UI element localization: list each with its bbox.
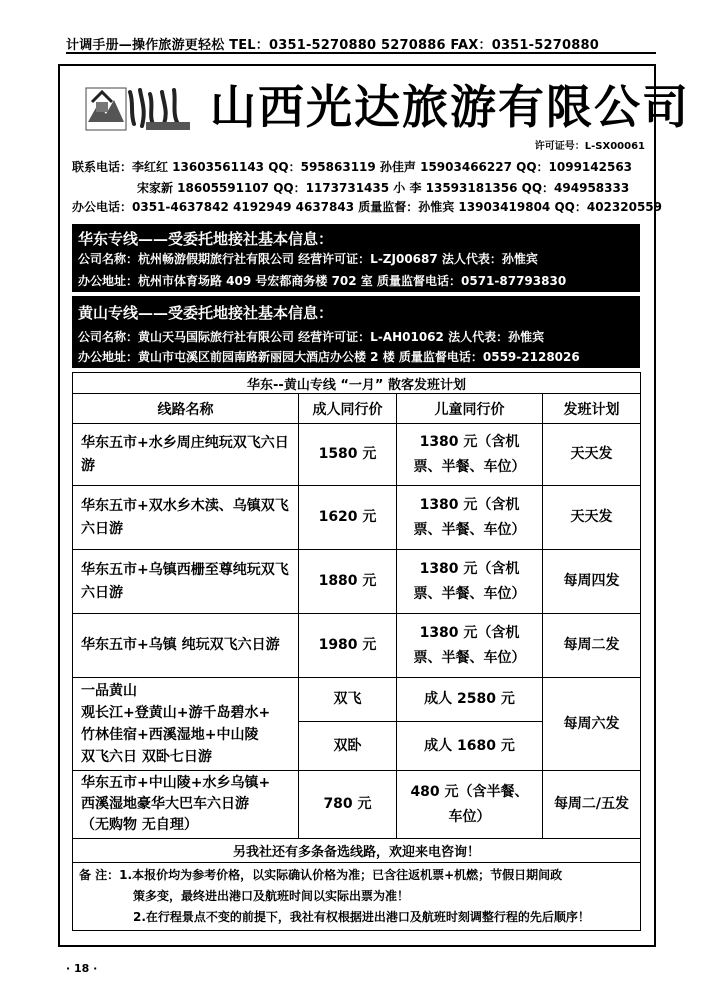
huadong-company: 公司名称：杭州畅游假期旅行社有限公司 经营许可证：L-ZJ00687 法人代表：孙惟宾 — [78, 252, 538, 266]
schedule-plan: 每周二/五发 — [543, 771, 641, 839]
header-schedule: 发班计划 — [543, 394, 641, 424]
adult-price: 780 元 — [299, 771, 397, 839]
schedule-table — [72, 372, 641, 931]
table-row — [73, 550, 641, 614]
adult-price: 成人 1680 元 — [397, 722, 543, 771]
route-line: 双飞六日 双卧七日游 — [81, 749, 212, 765]
child-price: 1380 元（含机票、半餐、车位） — [397, 614, 543, 678]
route-name: 华东五市+水乡周庄纯玩双飞六日游 — [73, 424, 299, 486]
route-line: 竹林佳宿+西溪湿地+中山陵 — [81, 727, 259, 743]
remark-2: 2.在行程景点不变的前提下，我社有权根据进出港口及航班时刻调整行程的先后顺序！ — [133, 910, 590, 924]
travel-mode: 双飞 — [299, 678, 397, 722]
child-price: 480 元（含半餐、车位） — [397, 771, 543, 839]
route-line: 西溪湿地豪华大巴车六日游 — [81, 796, 249, 812]
contact-line-3: 办公电话：0351-4637842 4192949 4637843 质量监督：孙惟宾 13903419804 QQ：402320559 — [72, 200, 663, 214]
schedule-plan: 每周二发 — [543, 614, 641, 678]
table-title-row — [73, 373, 641, 394]
header-underline — [66, 52, 656, 54]
table-row — [73, 771, 641, 839]
contact-line-2: 宋家新 18605591107 QQ：1173731435 小 李 13593181356 QQ：494958333 — [137, 181, 630, 195]
huadong-info-bar — [72, 224, 640, 292]
adult-price: 1620 元 — [299, 486, 397, 550]
remark-1a: 备 注：1.本报价均为参考价格，以实际确认价格为准；已含往返机票+机燃；节假日期间政 — [79, 868, 563, 882]
adult-price: 成人 2580 元 — [397, 678, 543, 722]
remarks — [73, 863, 641, 931]
header-bar — [66, 34, 656, 54]
child-price: 1380 元（含机票、半餐、车位） — [397, 424, 543, 486]
adult-price: 1880 元 — [299, 550, 397, 614]
huadong-title: 华东专线——受委托地接社基本信息： — [78, 230, 334, 248]
route-name: 华东五市+双水乡木渎、乌镇双飞六日游 — [73, 486, 299, 550]
route-name: 华东五市+乌镇西栅至尊纯玩双飞六日游 — [73, 550, 299, 614]
schedule-plan: 天天发 — [543, 424, 641, 486]
remark-1b: 策多变，最终进出港口及航班时间以实际出票为准！ — [133, 889, 410, 903]
company-name: 山西光达旅游有限公司 — [210, 80, 690, 134]
route-line: 一品黄山 — [81, 683, 137, 699]
company-logo — [84, 82, 206, 138]
route-name: 华东五市+乌镇 纯玩双飞六日游 — [73, 614, 299, 678]
header-child-price: 儿童同行价 — [397, 394, 543, 424]
table-row — [73, 678, 641, 722]
route-name-bus — [73, 771, 299, 839]
huangshan-title: 黄山专线——受委托地接社基本信息： — [78, 304, 334, 322]
logo-image — [84, 82, 206, 138]
route-name-huangshan — [73, 678, 299, 771]
adult-price: 1580 元 — [299, 424, 397, 486]
travel-mode: 双卧 — [299, 722, 397, 771]
table-header-row — [73, 394, 641, 424]
route-line: 观长江+登黄山+游千岛碧水+ — [81, 705, 271, 721]
adult-price: 1980 元 — [299, 614, 397, 678]
table-row — [73, 486, 641, 550]
schedule-plan: 每周四发 — [543, 550, 641, 614]
huangshan-company: 公司名称：黄山天马国际旅行社有限公司 经营许可证：L-AH01062 法人代表：孙惟宾 — [78, 330, 545, 344]
schedule-plan: 天天发 — [543, 486, 641, 550]
license-number: 许可证号：L-SX00061 — [534, 141, 645, 152]
page-number: · 18 · — [66, 962, 98, 975]
header-text: 计调手册—操作旅游更轻松 TEL：0351-5270880 5270886 FAX：0351-5270880 — [66, 38, 599, 53]
table-row — [73, 614, 641, 678]
note-row — [73, 839, 641, 863]
huangshan-address: 办公地址：黄山市屯溪区前园南路新丽园大酒店办公楼 2 楼 质量监督电话：0559-2128026 — [78, 350, 580, 364]
huangshan-info-bar — [72, 296, 640, 368]
schedule-plan: 每周六发 — [543, 678, 641, 771]
header-route: 线路名称 — [73, 394, 299, 424]
contact-line-1: 联系电话：李红红 13603561143 QQ：595863119 孙佳声 15903466227 QQ：1099142563 — [72, 160, 633, 174]
header-adult-price: 成人同行价 — [299, 394, 397, 424]
remark-row — [73, 863, 641, 931]
route-line: 华东五市+中山陵+水乡乌镇+ — [81, 775, 271, 791]
route-line: （无购物 无自理） — [81, 817, 198, 833]
child-price: 1380 元（含机票、半餐、车位） — [397, 486, 543, 550]
more-routes-note: 另我社还有多条备选线路，欢迎来电咨询！ — [73, 839, 641, 863]
table-row — [73, 424, 641, 486]
table-title: 华东--黄山专线 “一月” 散客发班计划 — [73, 373, 641, 394]
huadong-address: 办公地址：杭州市体育场路 409 号宏都商务楼 702 室 质量监督电话：0571-87793830 — [78, 274, 567, 288]
child-price: 1380 元（含机票、半餐、车位） — [397, 550, 543, 614]
